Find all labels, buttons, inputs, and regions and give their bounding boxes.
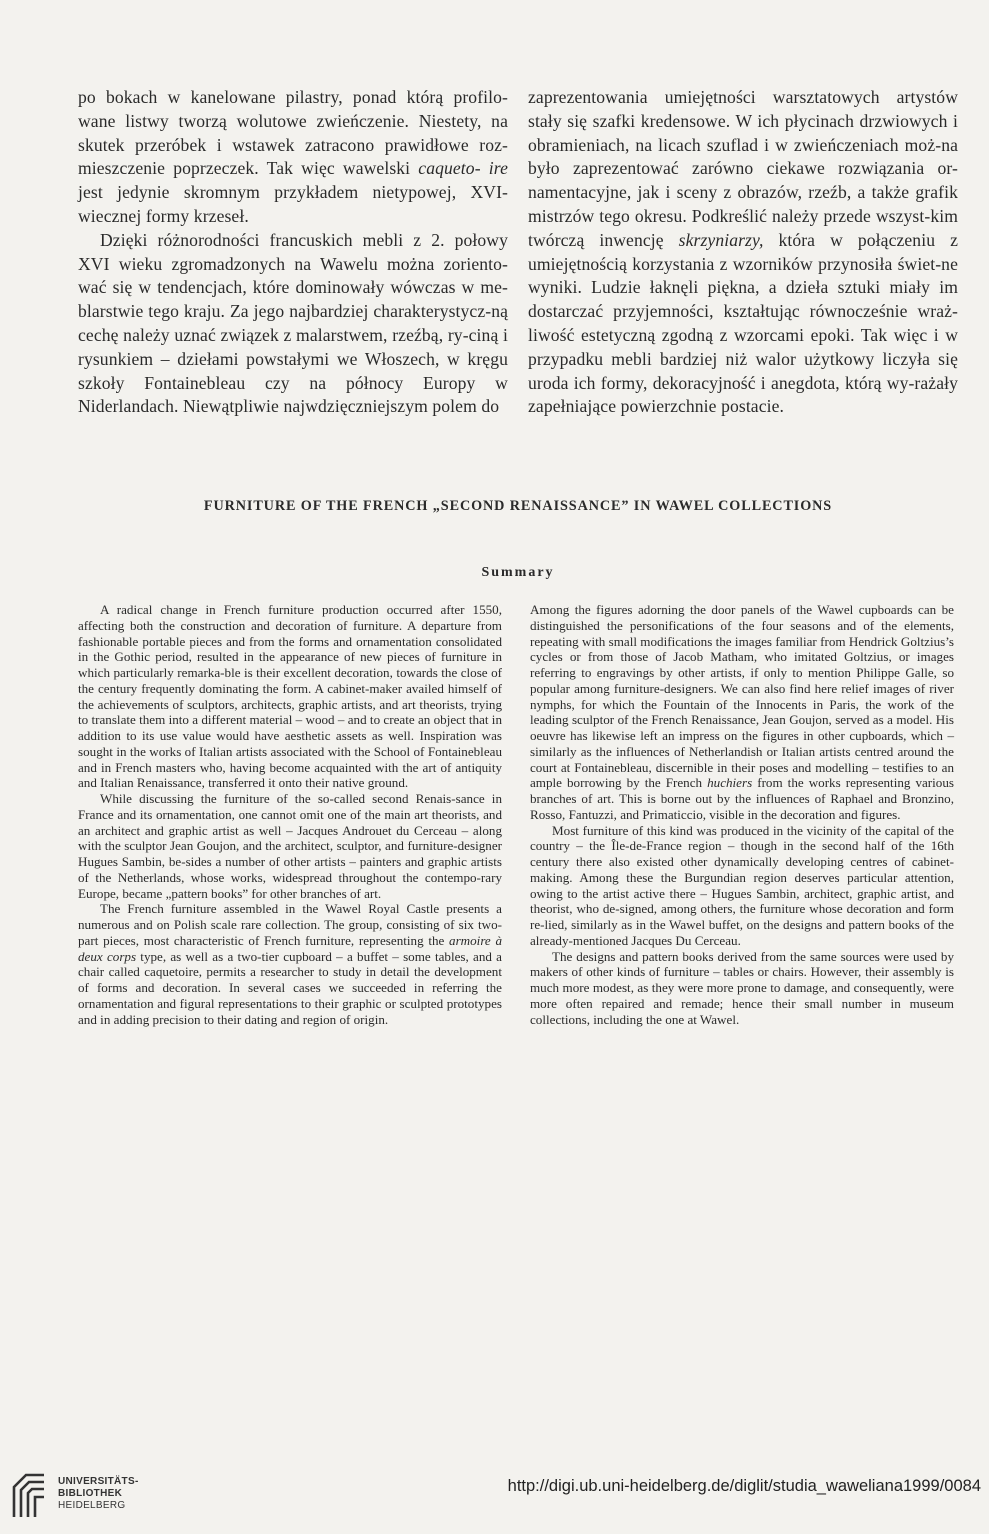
summary-right-column	[530, 602, 954, 1027]
summary-paragraph: Among the figures adorning the door panels of the Wawel cupboards can be distinguished the personifications of the four seasons and of the elements, repeating with small modifications the images familiar from Hendrick Goltzius’s cycles or from those of Jacob Matham, who imitated Goltzius, or images referring to engravings by other artists, if only to mention Philippe Galle, so popular among furniture-designers. We can also find here relief images of river nymphs, for which the Fountain of the Innocents in Paris, the work of the leading sculptor of the French Renaissance, Jean Goujon, served as a model. His oeuvre has likewise left an impress on the figures in other cupboards, which – similarly as the influences of Netherlandish or Italian artists centred around the court at Fontainebleau, discernible in their poses and modelling – testifies to an ample borrowing by the French huchiers from the works representing various branches of art. This is borne out by the influences of Raphael and Bronzino, Rosso, Fantuzzi, and Primaticcio, visible in the decoration and figures.	[530, 602, 954, 822]
polish-paragraph: Dzięki różnorodności francuskich mebli z 2. połowy XVI wieku zgromadzonych na Wawelu można zoriento-wać się w tendencjach, które dominowały wówczas w me-blarstwie tego kraju. Za jego najbardziej charakterystycz-ną cechę należy uznać związek z malarstwem, rzeźbą, ry-ciną i rysunkiem – dziełami powstałymi we Włoszech, w kręgu szkoły Fontainebleau czy na północy Europy w Niderlandach. Niewątpliwie najwdzięczniejszym polem do	[78, 229, 508, 417]
polish-paragraph: zaprezentowania umiejętności warsztatowych artystów stały się szafki kredensowe. W ich płycinach drzwiowych i obramieniach, na licach szuflad i w zwieńczeniach moż-na było zaprezentować zarówno ciekawe rozwiązania or-namentacyjne, jak i sceny z obrazów, rzeźb, a także grafik mistrzów tego okresu. Podkreślić należy przede wszyst-kim twórczą inwencję skrzyniarzy, która w połączeniu z umiejętnością korzystania z wzorników przynosiła świet-ne wyniki. Ludzie łaknęli piękna, a dzieła sztuki miały im dostarczać przyjemności, kształtując równocześnie wraż-liwość estetyczną zgodną z wzorcami epoki. Tak więc i w przypadku mebli bardziej niż walor użytkowy liczyła się uroda ich formy, dekoracyjność i anegdota, którą wy-rażały zapełniające powierzchnie postacie.	[528, 87, 958, 417]
polish-paragraph: po bokach w kanelowane pilastry, ponad którą profilo- wane listwy tworzą wolutowe zwieńczenie. Niestety, na skutek przeróbek i wstawek zatracono prawidłowe roz- mieszczenie poprzeczek. Tak więc wawelski caqueto- ire jest jedynie skromnym przykładem nietypowej, XVI- wiecznej formy krzeseł.	[78, 87, 508, 226]
summary-subheading: Summary	[481, 565, 555, 580]
summary-paragraph: The French furniture assembled in the Wawel Royal Castle presents a numerous and on Polish scale rare collection. The group, consisting of six two-part pieces, most characteristic of French furniture, representing the armoire à deux corps type, as well as a two-tier cupboard – a buffet – some tables, and a chair called caquetoire, permits a researcher to study in detail the development of forms and decoration. In several cases we succeeded in referring the ornamentation and figural representations to their graphic or sculpted prototypes and in adding precision to their dating and region of origin.	[78, 901, 502, 1027]
summary-paragraph: While discussing the furniture of the so-called second Renais-sance in France and its ornamentation, one cannot omit one of the main art theorists, and an architect and graphic artist as well – Jacques Androuet du Cerceau – along with the sculptor Jean Goujon, and the architect, sculptor, and furniture-designer Hugues Sambin, be-sides a number of other artists – painters and graphic artists of the Netherlands, whose works, widespread throughout the contempo-rary Europe, became „pattern books” for other branches of art.	[78, 791, 502, 901]
library-logo	[10, 1473, 210, 1523]
polish-text-left-column	[78, 86, 508, 419]
library-logo-text: UNIVERSITÄTS- BIBLIOTHEK HEIDELBERG	[58, 1476, 139, 1511]
polish-text-right-column	[528, 86, 958, 419]
summary-paragraph: Most furniture of this kind was produced in the vicinity of the capital of the country – the Île-de-France region – though in the second half of the 16th century there also existed other dynamically developing centres of cabinet-making. Among these the Burgundian region deserves particular attention, owing to the artist active there – Hugues Sambin, architect, graphic artist, and theorist, who de-signed, among others, the furniture whose decoration and form re-lied, similarly as in the Wawel buffet, on the designs and pattern books of the already-mentioned Jacques Du Cerceau.	[530, 822, 954, 948]
summary-left-column	[78, 602, 502, 1027]
summary-paragraph: A radical change in French furniture production occurred after 1550, affecting both the construction and decoration of furniture. A departure from fashionable portable pieces and from the forms and ornamentation consolidated in the Gothic period, resulted in the appearance of new pieces of furniture in which particularly remarka-ble is their excellent decoration, towards the close of the century frequently dominating the form. A cabinet-maker availed himself of the achievements of sculptors, architects, graphic artists, and art theorists, trying to translate them into a different material – wood – and to create an object that in addition to its use value would have aesthetic assets as well. Inspiration was sought in the works of Italian artists associated with the School of Fontainebleau and in French masters who, having become acquainted with the art of antiquity and Italian Renaissance, transferred it onto their native ground.	[78, 602, 502, 791]
summary-heading: FURNITURE OF THE FRENCH „SECOND RENAISSANCE” IN WAWEL COLLECTIONS	[203, 498, 833, 514]
library-logo-icon	[10, 1473, 48, 1519]
source-url-link[interactable]: http://digi.ub.uni-heidelberg.de/diglit/studia_waweliana1999/0084	[507, 1477, 981, 1495]
summary-paragraph: The designs and pattern books derived from the same sources were used by makers of other kinds of furniture – tables or chairs. However, their assembly is much more modest, as they were more prone to damage, and consequently, were more often repaired and remade; hence their small number in museum collections, including the one at Wawel.	[530, 948, 954, 1027]
